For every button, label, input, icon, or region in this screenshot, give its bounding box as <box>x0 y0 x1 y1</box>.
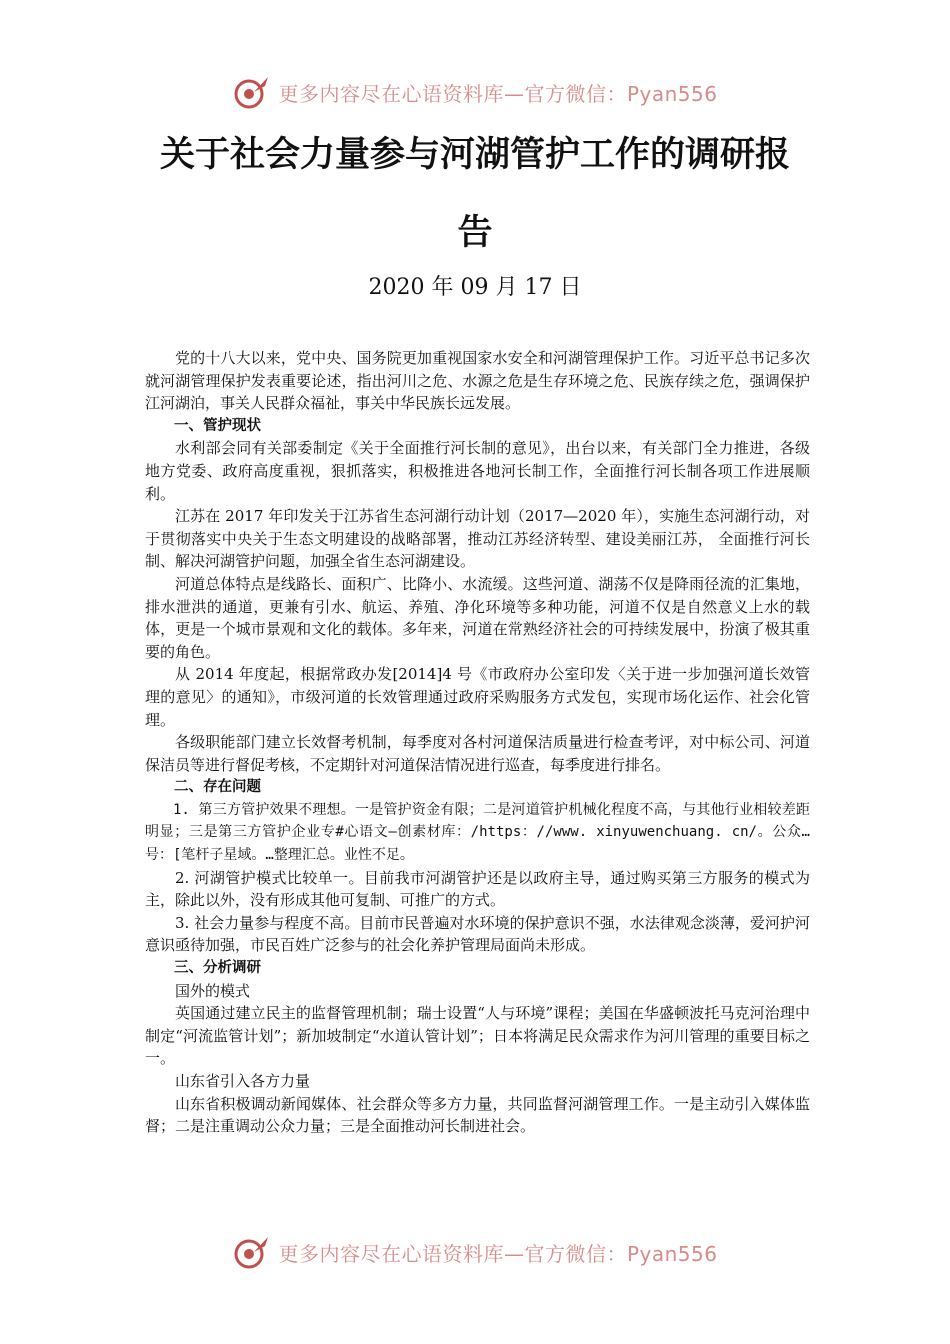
paragraph: 各级职能部门建立长效督考机制，每季度对各村河道保洁质量进行检查考评，对中标公司、河道保洁员等进行督促考核，不定期针对河道保洁情况进行巡查，每季度进行排名。 <box>145 733 810 774</box>
list-item-problem-3: 3. 社会力量参与程度不高。目前市民普遍对水环境的保护意识不强，水法律观念淡薄，爱河护河意识亟待加强，市民百姓广泛参与的社会化养护管理局面尚未形成。 <box>145 913 810 955</box>
paragraph: 英国通过建立民主的监督管理机制；瑞士设置“人与环境”课程；美国在华盛顿波托马克河治理中制定“河流监管计划”；新加坡制定“水道认管计划”；日本将满足民众需求作为河川管理的重要目标之一。 <box>145 1004 810 1068</box>
watermark-text: 更多内容尽在心语资料库—官方微信：Pyan556 <box>278 1241 718 1266</box>
quill-logo-icon <box>232 72 272 112</box>
paragraph: 江苏在 2017 年印发关于江苏省生态河湖行动计划（2017—2020 年），实施生态河湖行动，对于贯彻落实中央关于生态文明建设的战略部署，推动江苏经济转型、建设美丽江苏， 全面推行河长制、解决河湖管护问题，加强全省生态河湖建设。 <box>145 507 810 571</box>
section-heading-problems: 二、存在问题 <box>174 779 261 796</box>
document-title-line-2: 告 <box>457 213 493 253</box>
list-item-problem-2: 2. 河湖管护模式比较单一。目前我市河湖管护还是以政府主导，通过购买第三方服务的模式为主，除此以外，没有形成其他可复制、可推广的方式。 <box>145 868 810 910</box>
document-date: 2020 年 09 月 17 日 <box>368 275 582 300</box>
paragraph-intro: 党的十八大以来，党中央、国务院更加重视国家水安全和河湖管理保护工作。习近平总书记多次就河湖管理保护发表重要论述，指出河川之危、水源之危是生存环境之危、民族存续之危，强调保护江河湖泊，事关人民群众福祉，事关中华民族长远发展。 <box>145 349 810 413</box>
paragraph: 从 2014 年度起，根据常政办发[2014]4 号《市政府办公室印发〈关于进一步加强河道长效管理的意见〉的通知》，市级河道的长效管理通过政府采购服务方式发包，实现市场化运作、社会化管理。 <box>145 665 810 729</box>
list-item-problem-1: 1. 第三方管护效果不理想。一是管护资金有限；二是河道管护机械化程度不高，与其他行业相较差距明显；三是第三方管护企业专#心语文—创素材库：/https：//www. xinyuwenchuang. cn/。公众…号：[笔杆子星域。…整理汇总。业性不足。 <box>145 801 810 864</box>
document-body <box>145 347 810 1138</box>
paragraph: 山东省积极调动新闻媒体、社会群众等多方力量，共同监督河湖管理工作。一是主动引入媒体监督；二是注重调动公众力量；三是全面推动河长制进社会。 <box>145 1094 810 1136</box>
section-heading-current-status: 一、管护现状 <box>174 417 261 434</box>
subheading-shandong: 山东省引入各方力量 <box>175 1072 311 1090</box>
document-title-line-1: 关于社会力量参与河湖管护工作的调研报 <box>159 135 790 175</box>
section-heading-analysis: 三、分析调研 <box>174 960 261 977</box>
quill-logo-icon <box>232 1232 272 1272</box>
watermark-footer <box>0 1232 950 1272</box>
subheading-foreign-models: 国外的模式 <box>175 981 251 1000</box>
watermark-text: 更多内容尽在心语资料库—官方微信：Pyan556 <box>278 81 718 106</box>
paragraph: 水利部会同有关部委制定《关于全面推行河长制的意见》，出台以来，有关部门全力推进，各级地方党委、政府高度重视，狠抓落实，积极推进各地河长制工作，全面推行河长制各项工作进展顺利。 <box>145 439 810 503</box>
paragraph: 河道总体特点是线路长、面积广、比降小、水流缓。这些河道、湖荡不仅是降雨径流的汇集地，排水泄洪的通道，更兼有引水、航运、养殖、净化环境等多种功能，河道不仅是自然意义上水的载体，更是一个城市景观和文化的载体。多年来，河道在常熟经济社会的可持续发展中，扮演了极其重要的角色。 <box>145 574 810 661</box>
watermark-header <box>0 72 950 112</box>
